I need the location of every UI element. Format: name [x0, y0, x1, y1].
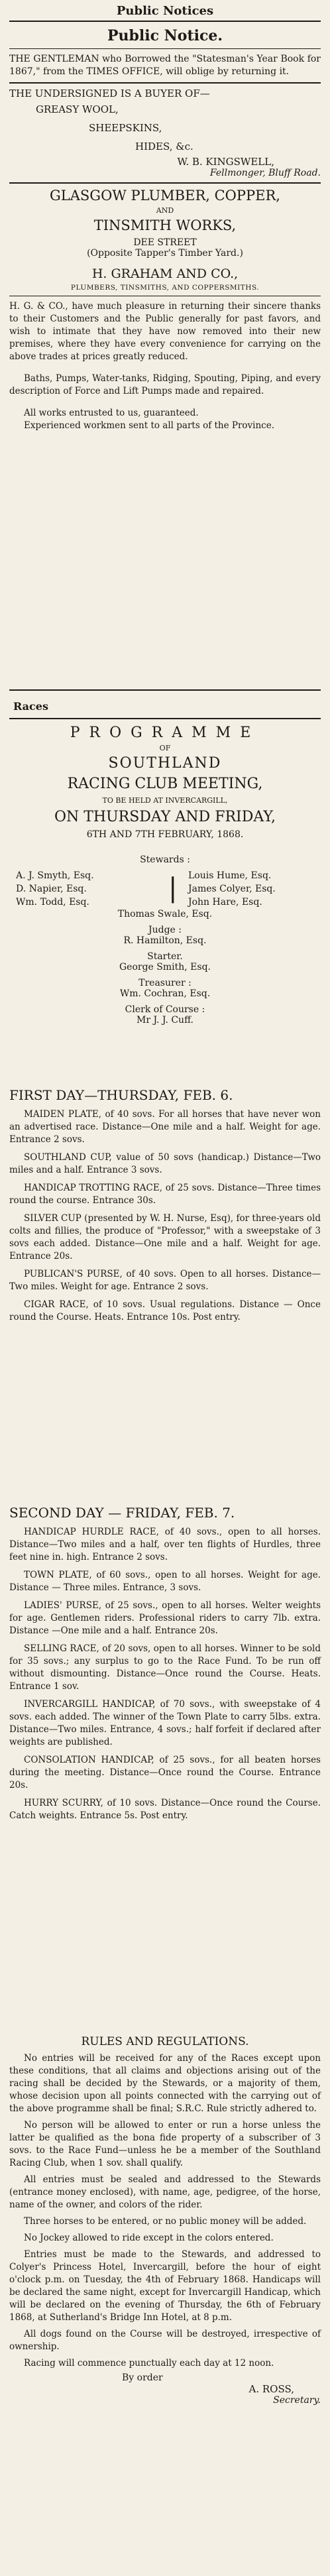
- works-guarantee: All works entrusted to us, guaranteed.: [24, 408, 199, 418]
- buyer-items: [9, 100, 321, 156]
- steward-name: John Hare, Esq.: [188, 897, 262, 907]
- steward-name: Louis Hume, Esq.: [188, 870, 272, 881]
- race-entry: SELLING RACE, of 20 sovs, open to all horses. Winner to be sold for 35 sovs.; any surplus to go to the Race Fund. To be run off without dismounting. Distance—Once round the Course. Heats. Entrance 1 sov.: [9, 1643, 321, 1692]
- works-trades: PLUMBERS, TINSMITHS, AND COPPERSMITHS.: [70, 284, 260, 292]
- secretary-title: Secretary.: [273, 2395, 321, 2406]
- rule-paragraph: Entries must be made to the Stewards, and addressed to Colyer's Princess Hotel, Invercargill, before the hour of eight o'clock p.m. on Tuesday, the 4th of February 1868. Handicaps will be declared the same night, except for Invercargill Handicap, which will be declared on the evening of Thursday, the 6th of February 1868, at Sutherland's Bridge Inn Hotel, at 8 p.m.: [9, 2249, 321, 2323]
- stewards-right: [182, 869, 276, 909]
- works-title-and: AND: [156, 206, 174, 215]
- starter-label: Starter.: [147, 951, 183, 962]
- buyer-signer-title: Fellmonger, Bluff Road.: [209, 168, 321, 178]
- judge-name: R. Hamilton, Esq.: [123, 935, 207, 946]
- programme-club1: SOUTHLAND: [108, 755, 222, 772]
- borrowed-book-notice: THE GENTLEMAN who Borrowed the "Statesman's Year Book for 1867," from the TIMES OFFICE, will oblige by returning it.: [9, 54, 321, 77]
- rule-paragraph: Three horses to be entered, or no public money will be added.: [24, 2216, 307, 2227]
- rule-paragraph: No entries will be received for any of the Races except upon these conditions, that all claims and objections arising out of the racing shall be decided by the Stewards, or a majority of them, whose decision upon all points connected with the carrying out of the above programme shall be final; S.R.C. Rule strictly adhered to.: [9, 2053, 321, 2114]
- buyer-item: SHEEPSKINS,: [89, 122, 162, 134]
- rule-paragraph: No person will be allowed to enter or run a horse unless the latter be qualified as the bona fide property of a subscriber of 3 sovs. to the Race Fund—unless he be a member of the Southland Racing Club, when 1 sov. shall qualify.: [9, 2120, 321, 2168]
- first-day-heading: FIRST DAY—THURSDAY, FEB. 6.: [9, 1087, 233, 1103]
- steward-name: James Colyer, Esq.: [188, 884, 276, 894]
- rule-paragraph: All entries must be sealed and addressed to the Stewards (entrance money enclosed), with name, age, pedigree, of the horse, name of the owner, and colors of the rider.: [9, 2174, 321, 2210]
- rules-heading: RULES AND REGULATIONS.: [81, 2035, 249, 2048]
- treasurer-name: Wm. Cochran, Esq.: [119, 988, 211, 999]
- race-entry: LADIES' PURSE, of 25 sovs., open to all horses. Welter weights for age. Gentlemen riders. Professional riders to carry 7lb. extra. Distance —One mile and a half. Entrance 20s.: [9, 1600, 321, 1636]
- works-workmen: Experienced workmen sent to all parts of the Province.: [24, 420, 275, 431]
- programme-of: OF: [159, 744, 171, 752]
- programme-days: ON THURSDAY AND FRIDAY,: [54, 809, 276, 825]
- programme-dates: 6TH AND 7TH FEBRUARY, 1868.: [86, 829, 244, 840]
- second-day-heading: SECOND DAY — FRIDAY, FEB. 7.: [9, 1505, 235, 1521]
- race-entry: SILVER CUP (presented by W. H. Nurse, Esq), for three-years old colts and fillies, the produce of "Professor," with a sweepstake of 3 sovs each added. Distance—One mile and a half. Weight for age. Entrance 20s.: [9, 1213, 321, 1261]
- rule-paragraph: No Jockey allowed to ride except in the colors entered.: [24, 2233, 274, 2243]
- rule-paragraph: Racing will commence punctually each day at 12 noon.: [24, 2358, 274, 2369]
- buyer-item: GREASY WOOL,: [36, 103, 119, 115]
- public-notices-section: [9, 0, 321, 432]
- rules-section: [9, 2035, 321, 2406]
- treasurer-label: Treasurer :: [138, 978, 192, 988]
- works-services: Baths, Pumps, Water-tanks, Ridging, Spouting, Piping, and every description of Force and Lift Pumps made and repaired.: [9, 373, 321, 396]
- secretary-name: A. ROSS,: [248, 2383, 294, 2395]
- programme-club2: RACING CLUB MEETING,: [67, 776, 263, 792]
- buyer-signer: W. B. KINGSWELL,: [177, 156, 274, 168]
- section-heading-races: Races: [13, 700, 48, 713]
- races-section: [9, 689, 321, 1025]
- programme-held: TO BE HELD AT INVERCARGILL,: [102, 796, 228, 805]
- race-entry: HURRY SCURRY, of 10 sovs. Distance—Once round the Course. Catch weights. Entrance 5s. Post entry.: [9, 1798, 321, 1821]
- programme-title: PROGRAMME: [70, 725, 260, 741]
- second-day-section: [9, 1505, 321, 1828]
- stewards-brace: |: [168, 873, 178, 904]
- race-entry: TOWN PLATE, of 60 sovs., open to all horses. Weight for age. Distance — Three miles. Entrance, 3 sovs.: [9, 1570, 321, 1593]
- works-firm: H. GRAHAM AND CO.,: [91, 266, 239, 281]
- works-body: H. G. & CO., have much pleasure in returning their sincere thanks to their Customers and the Public generally for past favors, and wish to intimate that they have now removed into their new premises, where they have every convenience for carrying on the above trades at prices greatly reduced.: [9, 301, 321, 362]
- race-entry: INVERCARGILL HANDICAP, of 70 sovs., with sweepstake of 4 sovs. each added. The winner of the Town Plate to carry 5lbs. extra. Distance—Two miles. Entrance, 4 sovs.; half forfeit if declared after weights are published.: [9, 1699, 321, 1747]
- stewards-left: [9, 869, 168, 909]
- clerk-name: Mr J. J. Cuff.: [137, 1015, 193, 1025]
- by-order: By order: [122, 2372, 163, 2383]
- race-entry: CIGAR RACE, of 10 sovs. Usual regulations. Distance — Once round the Course. Heats. Entrance 10s. Post entry.: [9, 1299, 321, 1322]
- stewards-label: Stewards :: [140, 854, 190, 865]
- race-entry: MAIDEN PLATE, of 40 sovs. For all horses that have never won an advertised race. Distance—One mile and a half. Weight for age. Entrance 2 sovs.: [9, 1109, 321, 1145]
- steward-name: D. Napier, Esq.: [16, 884, 87, 894]
- buyer-item: HIDES, &c.: [135, 141, 193, 152]
- judge-label: Judge :: [148, 925, 182, 935]
- works-street: DEE STREET: [133, 237, 197, 248]
- rule-paragraph: All dogs found on the Course will be destroyed, irrespective of ownership.: [9, 2329, 321, 2352]
- works-title-line1: GLASGOW PLUMBER, COPPER,: [50, 188, 280, 204]
- race-entry: CONSOLATION HANDICAP, of 25 sovs., for all beaten horses during the meeting. Distance—Once round the Course. Entrance 20s.: [9, 1755, 321, 1790]
- steward-name: Wm. Todd, Esq.: [16, 897, 89, 907]
- works-title-line2: TINSMITH WORKS,: [93, 217, 237, 233]
- first-day-section: [9, 1087, 321, 1329]
- steward-name: A. J. Smyth, Esq.: [16, 870, 94, 881]
- buyer-lead: THE UNDERSIGNED IS A BUYER OF—: [9, 88, 210, 99]
- race-entry: PUBLICAN'S PURSE, of 40 sovs. Open to all horses. Distance—Two miles. Weight for age. Entrance 2 sovs.: [9, 1269, 321, 1292]
- clerk-label: Clerk of Course :: [125, 1004, 205, 1015]
- race-entry: HANDICAP HURDLE RACE, of 40 sovs., open to all horses. Distance—Two miles and a half, over ten flights of Hurdles, three feet nine in. high. Entrance 2 sovs.: [9, 1527, 321, 1562]
- starter-name: George Smith, Esq.: [119, 962, 211, 972]
- section-heading-public-notices: Public Notices: [9, 0, 321, 22]
- stewards-list: [9, 869, 321, 909]
- works-location: (Opposite Tapper's Timber Yard.): [87, 248, 243, 259]
- public-notice-title: Public Notice.: [107, 27, 223, 44]
- steward-last: Thomas Swale, Esq.: [117, 909, 213, 919]
- race-entry: SOUTHLAND CUP, value of 50 sovs (handicap.) Distance—Two miles and a half. Entrance 3 sovs.: [9, 1152, 321, 1175]
- race-entry: HANDICAP TROTTING RACE, of 25 sovs. Distance—Three times round the course. Entrance 30s.: [9, 1183, 321, 1206]
